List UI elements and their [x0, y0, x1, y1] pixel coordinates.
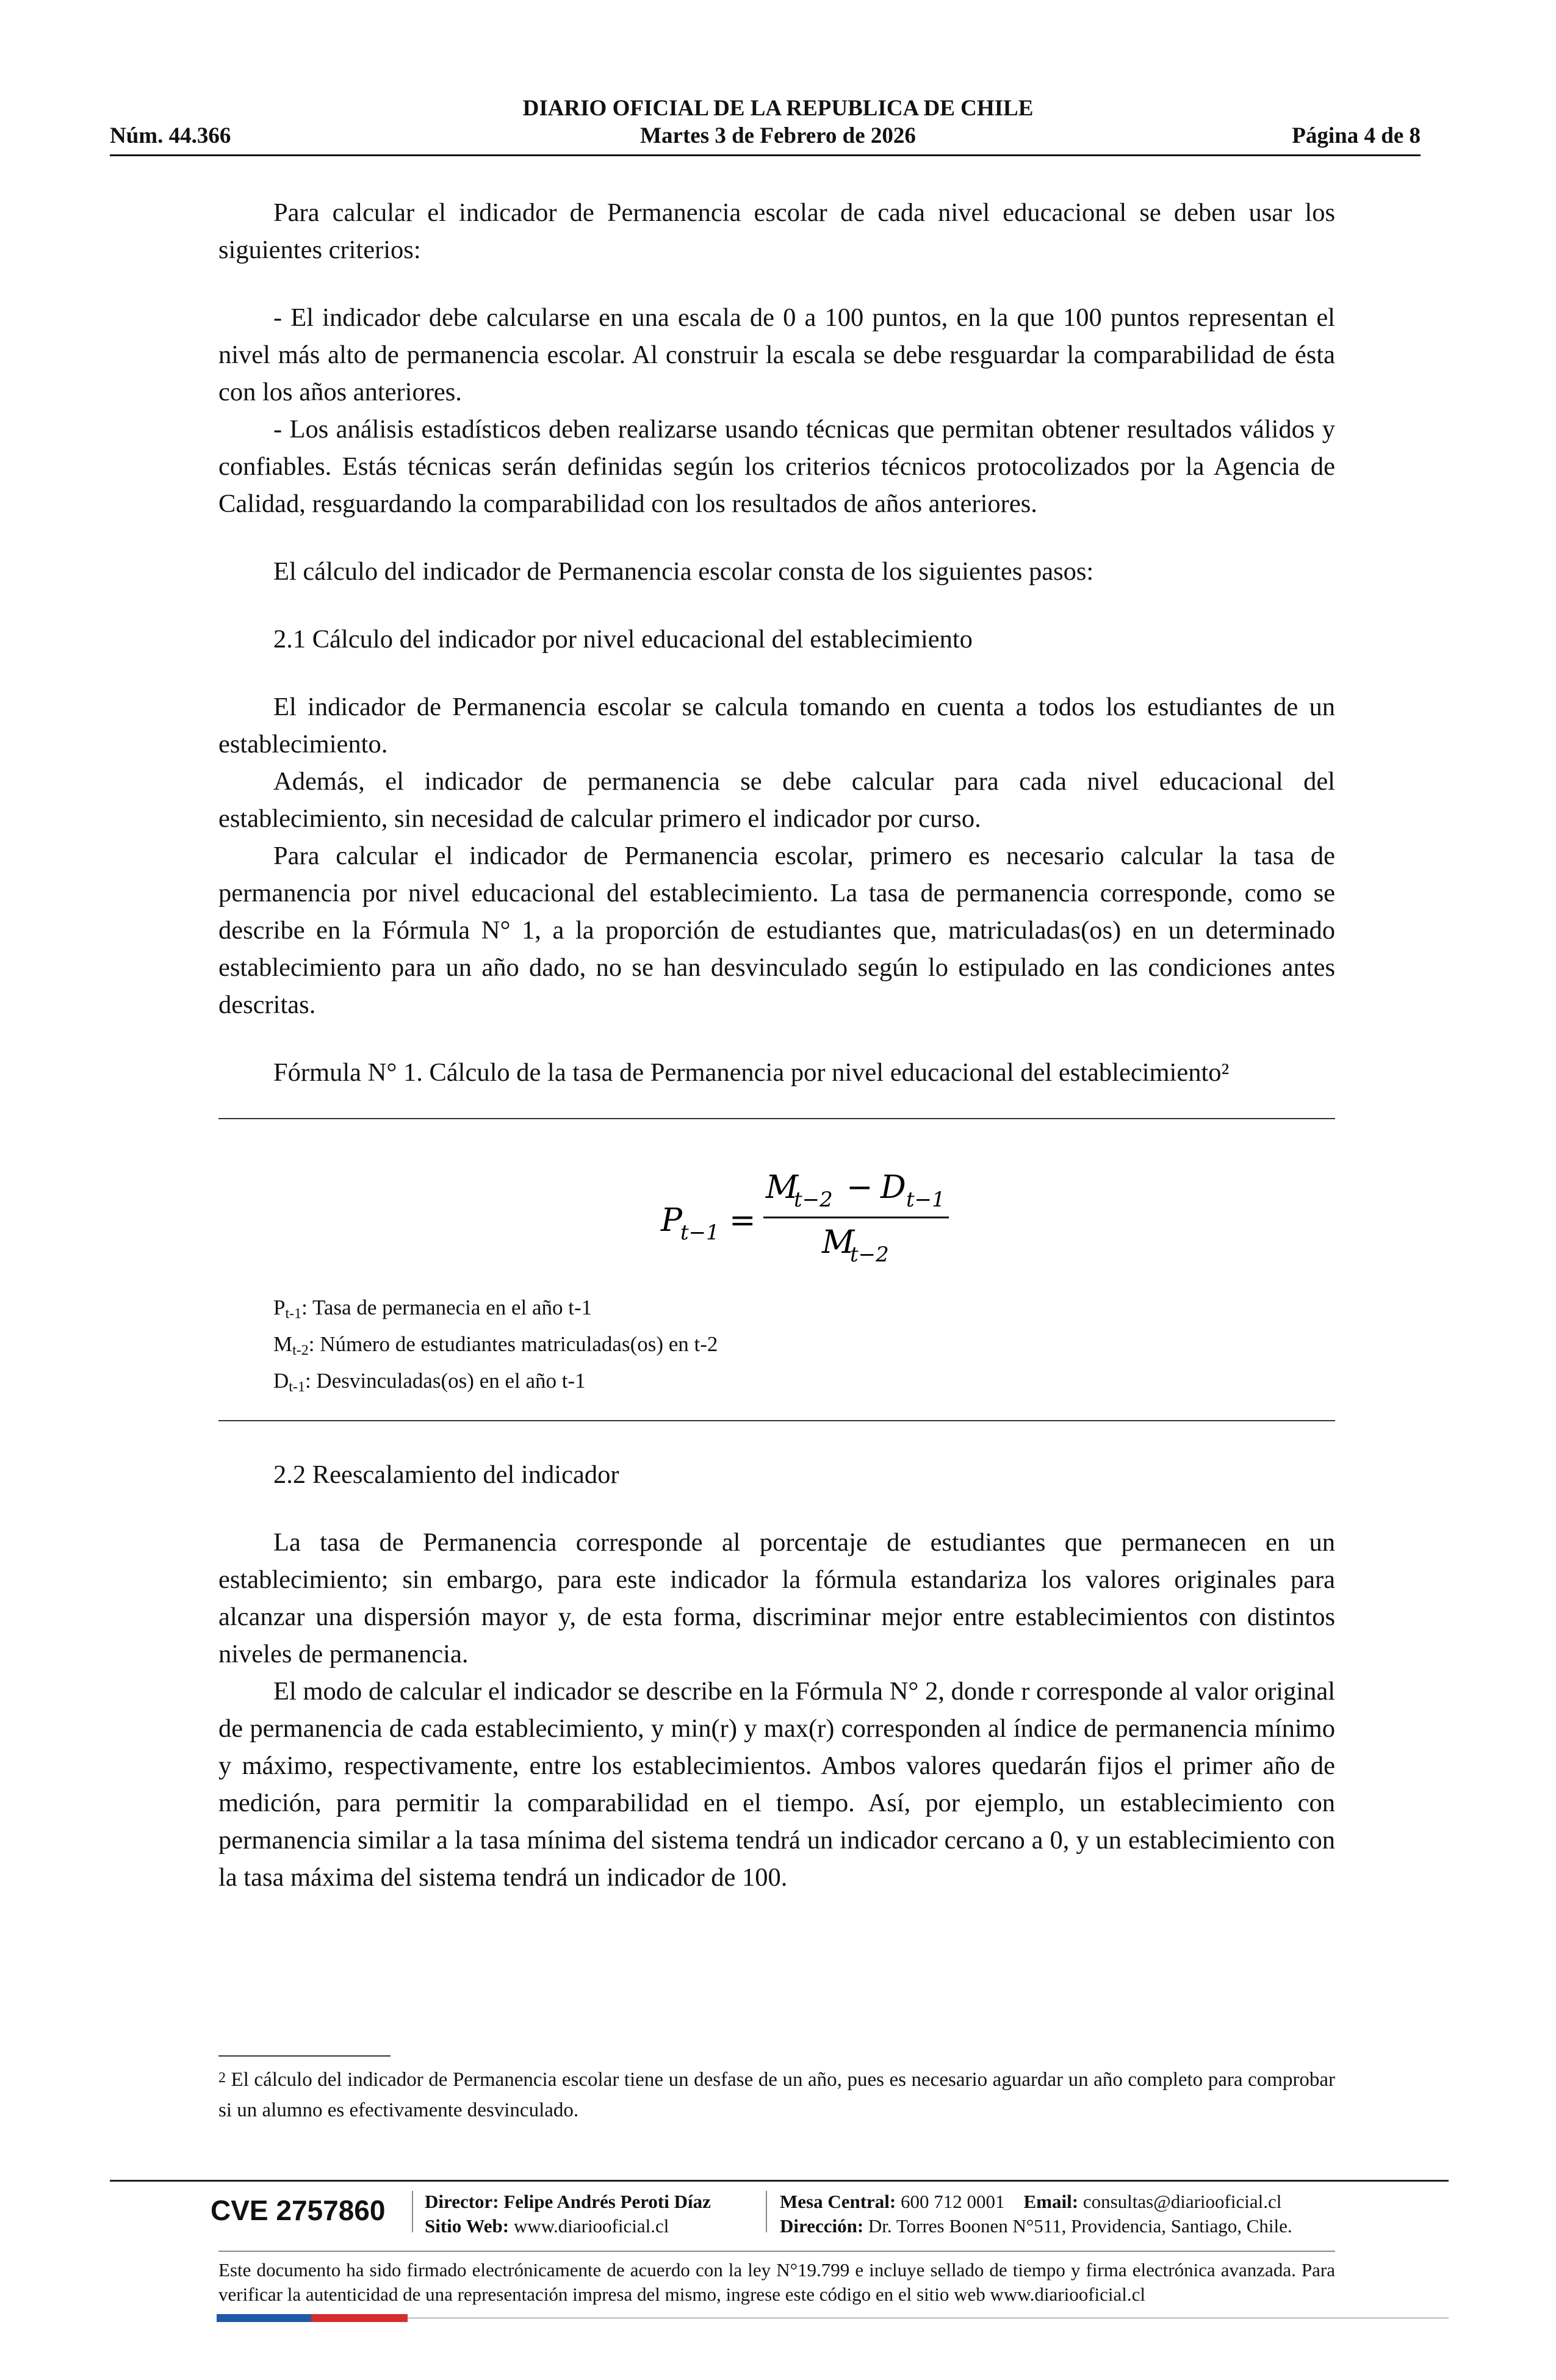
footer-separator	[412, 2191, 413, 2232]
legend-item: $M_{t-2}$: Número de estudiantes matriculadas(os) en t-2	[273, 1332, 718, 1358]
footer-separator	[766, 2191, 767, 2232]
formula-den-sub: t−2	[850, 1242, 889, 1267]
footer-director-block: Director: Felipe Andrés Peroti Díaz Sitio Web: www.diariooficial.cl	[425, 2191, 711, 2237]
footnote: $^2$ El cálculo del indicador de Permanencia escolar tiene un desfase de un año, pues es necesario aguardar un año completo para comprobar si un alumno es efectivamente desvinculado.	[218, 2069, 1335, 2121]
formula-lhs-sub: t−1	[680, 1221, 719, 1245]
footer-signature-note: Este documento ha sido firmado electrónicamente de acuerdo con la ley N°19.799 e incluye sellado de tiempo y firma electrónica avanzada. Para verificar la autenticidad de una representación impresa del mismo, ingrese este código en el sitio web www.diariooficial.cl	[218, 2259, 1335, 2305]
formula-bottom-divider	[218, 1420, 1335, 1421]
paragraph: El modo de calcular el indicador se describe en la Fórmula N° 2, donde r corresponde al valor original de permanencia de cada establecimiento, y min(r) y max(r) corresponden al índice de permanencia mínimo y máximo, respectivamente, entre los establecimientos. Ambos valores quedarán fijos el primer año de medición, para permitir la comparabilidad en el tiempo. Así, por ejemplo, un establecimiento con permanencia similar a la tasa mínima del sistema tendrá un indicador cercano a 0, y un establecimiento con la tasa máxima del sistema tendrá un indicador de 100.	[218, 1677, 1335, 1892]
formula-den: M	[822, 1224, 855, 1261]
formula-lhs: P	[661, 1202, 682, 1239]
flag-stripe-blue	[217, 2314, 311, 2322]
paragraph: - El indicador debe calcularse en una escala de 0 a 100 puntos, en la que 100 puntos representan el nivel más alto de permanencia escolar. Al construir la escala se debe resguardar la comparabilidad de ésta con los años anteriores.	[218, 303, 1335, 406]
paragraph: El cálculo del indicador de Permanencia escolar consta de los siguientes pasos:	[273, 557, 1094, 586]
formula-num-a-sub: t−2	[794, 1188, 833, 1212]
flag-stripe-line	[408, 2317, 1449, 2319]
footer-divider	[110, 2180, 1449, 2182]
flag-stripe-red	[311, 2314, 408, 2322]
page-number: Página 4 de 8	[1292, 123, 1421, 148]
header-divider	[110, 154, 1421, 156]
formula-num-a: M	[766, 1169, 799, 1206]
formula-top-divider	[218, 1118, 1335, 1119]
legend-item: $D_{t-1}$: Desvinculadas(os) en el año t-1	[273, 1369, 586, 1395]
footnote-divider	[218, 2055, 391, 2057]
cve-code: CVE 2757860	[211, 2194, 386, 2226]
paragraph: La tasa de Permanencia corresponde al porcentaje de estudiantes que permanecen en un establecimiento; sin embargo, para este indicador la fórmula estandariza los valores originales para alcanzar una dispersión mayor y, de esta forma, discriminar mejor entre establecimientos con distintos niveles de permanencia.	[218, 1528, 1335, 1668]
footer-contact-block: Mesa Central: 600 712 0001 Email: consultas@diariooficial.cl Dirección: Dr. Torres Boonen N°511, Providencia, Santiago, Chile.	[780, 2191, 1292, 2237]
section-heading-2-1: 2.1 Cálculo del indicador por nivel educacional del establecimiento	[273, 625, 973, 654]
formula-minus: −	[846, 1169, 873, 1206]
formula-num-b-sub: t−1	[906, 1188, 945, 1212]
email-link[interactable]: consultas@diariooficial.cl	[1078, 2191, 1282, 2212]
formula-1	[656, 1163, 973, 1272]
issue-date: Martes 3 de Febrero de 2026	[640, 123, 916, 148]
paragraph: El indicador de Permanencia escolar se calcula tomando en cuenta a todos los estudiantes de un establecimiento.	[218, 693, 1335, 759]
formula-caption: Fórmula N° 1. Cálculo de la tasa de Permanencia por nivel educacional del establecimiento²	[273, 1058, 1230, 1087]
gazette-title: DIARIO OFICIAL DE LA REPUBLICA DE CHILE	[522, 96, 1034, 121]
paragraph: Además, el indicador de permanencia se debe calcular para cada nivel educacional del establecimiento, sin necesidad de calcular primero el indicador por curso.	[218, 767, 1335, 833]
site-link[interactable]: www.diariooficial.cl	[509, 2215, 669, 2237]
main-content	[218, 194, 1335, 1091]
formula-legend	[273, 1293, 718, 1402]
paragraph: Para calcular el indicador de Permanencia escolar de cada nivel educacional se deben usar los siguientes criterios:	[218, 198, 1335, 264]
legend-item: $P_{t-1}$: Tasa de permanecia en el año t-1	[273, 1296, 593, 1322]
footer-divider-2	[218, 2251, 1335, 2252]
paragraph: Para calcular el indicador de Permanencia escolar, primero es necesario calcular la tasa de permanencia por nivel educacional del establecimiento. La tasa de permanencia corresponde, como se describe en la Fórmula N° 1, a la proporción de estudiantes que, matriculadas(os) en un determinado establecimiento para un año dado, no se han desvinculado según lo estipulado en las condiciones antes descritas.	[218, 842, 1335, 1019]
main-content-lower	[218, 1456, 1335, 1896]
section-heading-2-2: 2.2 Reescalamiento del indicador	[273, 1460, 619, 1489]
formula-equals: =	[729, 1202, 756, 1239]
formula-num-b: D	[881, 1169, 906, 1206]
paragraph: - Los análisis estadísticos deben realizarse usando técnicas que permitan obtener resultados válidos y confiables. Estás técnicas serán definidas según los criterios técnicos protocolizados por la Agencia de Calidad, resguardando la comparabilidad con los resultados de años anteriores.	[218, 415, 1335, 518]
issue-number: Núm. 44.366	[110, 123, 231, 148]
